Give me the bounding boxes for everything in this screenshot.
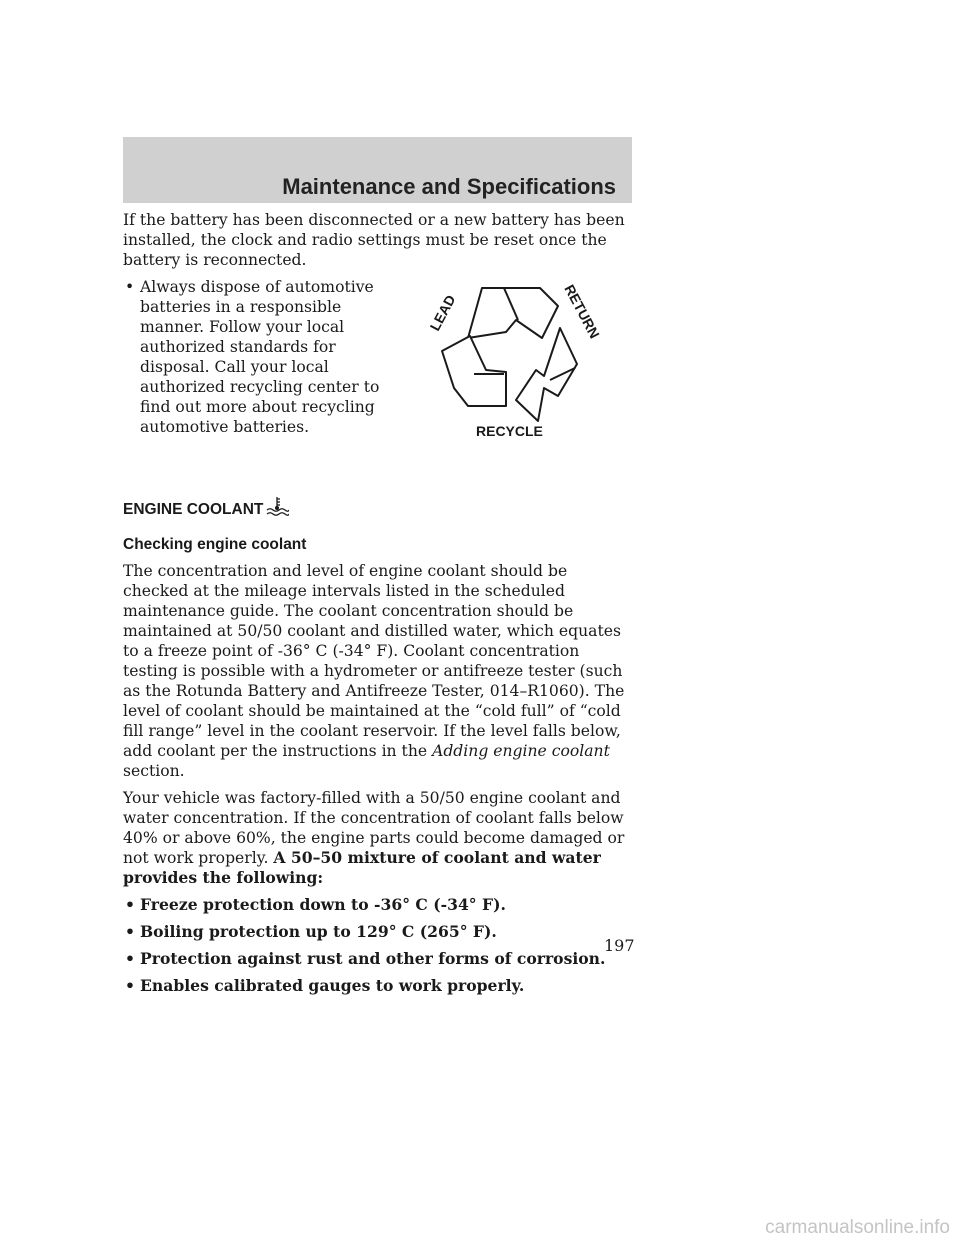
coolant-p2-text: Your vehicle was factory-filled with a 50/50 engine coolant and water concentration. If the concentration of coolant falls below 40% or above 60%, the engine parts could become damaged or not work properly. bbox=[123, 789, 625, 867]
logo-recycle-label: RECYCLE bbox=[476, 423, 543, 439]
coolant-p1-tail: section. bbox=[123, 762, 185, 780]
coolant-paragraph-1 bbox=[123, 561, 633, 781]
bullet-dot: • bbox=[125, 922, 135, 941]
watermark[interactable]: carmanualsonline.info bbox=[765, 1217, 950, 1238]
list-item-text: Freeze protection down to -36° C (-34° F). bbox=[140, 895, 506, 914]
battery-bullet bbox=[123, 277, 402, 437]
list-item bbox=[123, 949, 633, 969]
section-heading bbox=[123, 494, 633, 520]
battery-intro: If the battery has been disconnected or a new battery has been installed, the clock and radio settings must be reset once the battery is reconnected. bbox=[123, 211, 625, 269]
engine-coolant-heading: ENGINE COOLANT bbox=[123, 501, 264, 518]
coolant-p1-text: The concentration and level of engine coolant should be checked at the mileage intervals listed in the scheduled maintenance guide. The coolant concentration should be maintained at 50/50 coolant and distilled water, which equates to a freeze point of -36° C (-34° F). Coolant concentration testing is possible with a hydrometer or antifreeze tester (such as the Rotunda Battery and Antifreeze Tester, 014–R1060). The level of coolant should be maintained at the “cold full” of “cold fill range” level in the coolant reservoir. If the level falls below, add coolant per the instructions in the bbox=[123, 562, 625, 760]
list-item-text: Enables calibrated gauges to work properly. bbox=[140, 976, 525, 995]
list-item-text: Boiling protection up to 129° C (265° F). bbox=[140, 922, 497, 941]
bullet-dot: • bbox=[125, 895, 135, 914]
list-item bbox=[123, 922, 633, 942]
logo-return-label: RETURN bbox=[561, 281, 603, 341]
bullet-dot: • bbox=[125, 949, 135, 968]
coolant-paragraph-2 bbox=[123, 788, 633, 888]
coolant-temperature-icon bbox=[265, 496, 289, 522]
page-content bbox=[123, 210, 633, 1003]
battery-bullet-text: Always dispose of automotive batteries in a responsible manner. Follow your local authorized standards for disposal. Call your local authorized recycling center to find out more about recycling automotive batteries. bbox=[140, 278, 380, 436]
logo-lead-label: LEAD bbox=[426, 292, 459, 334]
list-item-text: Protection against rust and other forms of corrosion. bbox=[140, 949, 606, 968]
page-title: Maintenance and Specifications bbox=[282, 174, 616, 199]
header-band bbox=[123, 137, 632, 203]
checking-coolant-subheading: Checking engine coolant bbox=[123, 536, 307, 553]
bullet-dot: • bbox=[125, 976, 135, 995]
adding-coolant-reference: Adding engine coolant bbox=[432, 742, 610, 760]
list-item bbox=[123, 976, 633, 996]
bullet-dot: • bbox=[125, 278, 135, 296]
page-number: 197 bbox=[604, 936, 635, 955]
list-item bbox=[123, 895, 633, 915]
coolant-p2-bold: A 50–50 mixture of coolant and water provides the following: bbox=[123, 848, 601, 887]
